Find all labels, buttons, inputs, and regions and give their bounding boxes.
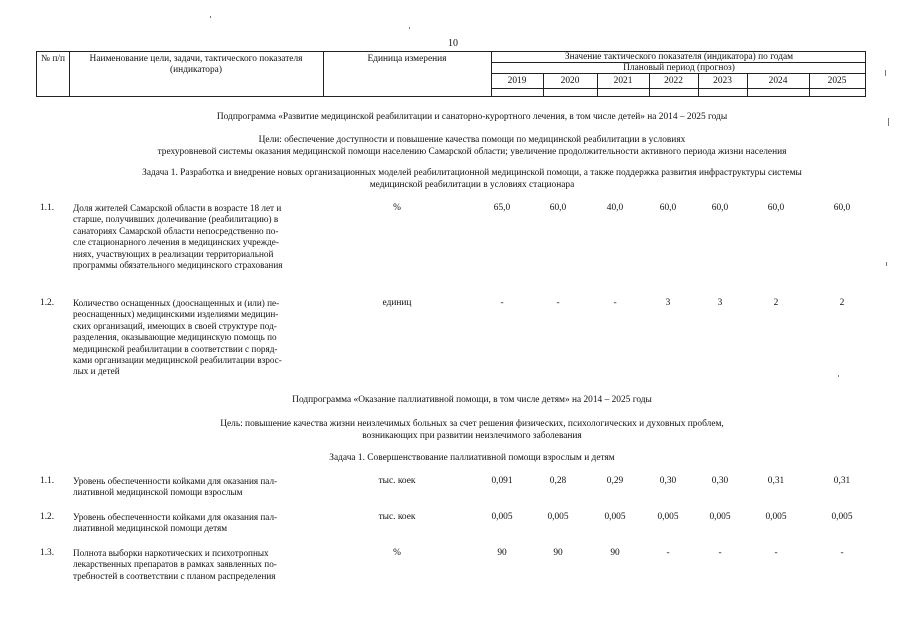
value-cell: 0,091	[491, 476, 513, 486]
header-year: 2024	[768, 76, 788, 86]
value-cell: 0,29	[606, 476, 624, 486]
value-cell: 2	[839, 298, 845, 308]
table-header	[36, 51, 866, 97]
row-number: 1.2.	[40, 298, 55, 308]
goal-text: возникающих при развитии неизлечимого заболевания	[362, 431, 582, 441]
subprogram-title: Подпрограмма «Развитие медицинской реабилитации и санаторно-курортного лечения, в том числе детей» на 2014 – 2025 годы	[216, 112, 728, 122]
value-cell: 0,30	[711, 476, 729, 486]
header-year: 2023	[713, 76, 732, 86]
header-year: 2021	[613, 76, 633, 86]
value-cell: 3	[717, 298, 723, 308]
indicator-name: Уровень обеспеченности койками для оказания пал- лиативной медицинской помощи детям	[73, 512, 278, 534]
header-year: 2020	[560, 76, 580, 86]
header-year: 2025	[827, 76, 847, 86]
value-cell: 0,30	[659, 476, 677, 486]
header-year: 2019	[507, 76, 527, 86]
value-cell: 90	[553, 548, 563, 558]
value-cell: 0,005	[657, 512, 679, 522]
header-planned-period: Плановый период (прогноз)	[623, 63, 735, 73]
unit: единиц	[382, 298, 412, 308]
unit: тыс. коек	[378, 476, 416, 486]
value-cell: 0,28	[549, 476, 567, 486]
scan-speck	[885, 70, 886, 76]
header-col-unit: Единица измерения	[367, 54, 447, 64]
value-cell: 65,0	[493, 203, 511, 213]
value-cell: 90	[610, 548, 620, 558]
header-divider	[323, 52, 324, 96]
task-text: медицинской реабилитации в условиях стационара	[369, 180, 575, 190]
value-cell: -	[613, 298, 617, 308]
value-cell: 60,0	[833, 203, 851, 213]
header-col-number: № п/п	[41, 54, 65, 64]
scan-speck	[409, 27, 410, 29]
value-cell: 0,005	[709, 512, 731, 522]
header-col-name: Наименование цели, задачи, тактического показателя (индикатора)	[89, 54, 303, 75]
value-cell: 90	[497, 548, 507, 558]
task-text: Задача 1. Совершенствование паллиативной помощи взрослым и детям	[329, 453, 615, 463]
header-divider	[491, 52, 492, 96]
value-cell: 60,0	[767, 203, 785, 213]
value-cell: -	[500, 298, 504, 308]
header-col-values: Значение тактического показателя (индикатора) по годам	[564, 52, 794, 62]
unit: %	[393, 548, 401, 558]
value-cell: 0,005	[831, 512, 853, 522]
value-cell: 60,0	[711, 203, 729, 213]
goal-text: Цель: повышение качества жизни неизлечимых больных за счет решения физических, психологических и духовных проблем,	[220, 419, 724, 429]
indicator-name: Доля жителей Самарской области в возрасте 18 лет и старше, получивших долечивание (реабилитацию) в санаториях Самарской области непосредственно по- сле стационарного лечения в медицинских учрежде- ниях, участвующих в реализации территориальной программы обязательного медицинского страхования	[73, 203, 283, 271]
value-cell: 40,0	[606, 203, 624, 213]
value-cell: 3	[665, 298, 671, 308]
indicator-name: Полнота выборки наркотических и психотропных лекарственных препаратов в рамках заявленных по- требностей в соответствии с планом распределения	[73, 548, 277, 581]
page-number: 10	[448, 38, 458, 49]
value-cell: 0,31	[833, 476, 851, 486]
value-cell: -	[556, 298, 560, 308]
indicator-name: Количество оснащенных (дооснащенных и (или) пе- реоснащенных) медицинскими изделиями медицин- ских организаций, имеющих в своей структуре под- разделения, оказывающие медицинскую помощь по медицинской реабилитации в соответствии с поряд- ками организации медицинской реабилитации взрос- лых и детей	[73, 298, 282, 377]
row-number: 1.1.	[40, 476, 55, 486]
value-cell: -	[774, 548, 778, 558]
goal-text: трехуровневой системы оказания медицинской помощи населению Самарской области; увеличение продолжительности активного периода жизни населения	[157, 147, 787, 157]
row-number: 1.2.	[40, 512, 55, 522]
value-cell: 0,005	[765, 512, 787, 522]
task-text: Задача 1. Разработка и внедрение новых организационных моделей реабилитационной медицинской помощи, а также поддержка развития инфраструктуры системы	[142, 168, 802, 178]
row-number: 1.1.	[40, 203, 55, 213]
value-cell: -	[840, 548, 844, 558]
value-cell: 60,0	[659, 203, 677, 213]
indicator-name: Уровень обеспеченности койками для оказания пал- лиативной медицинской помощи взрослым	[73, 476, 278, 498]
value-cell: -	[718, 548, 722, 558]
unit: тыс. коек	[378, 512, 416, 522]
value-cell: 0,005	[491, 512, 513, 522]
value-cell: 0,31	[767, 476, 785, 486]
subprogram-title: Подпрограмма «Оказание паллиативной помощи, в том числе детям» на 2014 – 2025 годы	[292, 395, 652, 405]
header-divider	[69, 52, 70, 96]
value-cell: -	[666, 548, 670, 558]
goal-text: Цели: обеспечение доступности и повышение качества помощи по медицинской реабилитации в условиях	[258, 135, 686, 145]
row-number: 1.3.	[40, 548, 55, 558]
scan-speck	[838, 375, 839, 377]
scan-speck	[886, 262, 887, 266]
unit: %	[393, 203, 401, 213]
value-cell: 60,0	[549, 203, 567, 213]
value-cell: 0,005	[547, 512, 569, 522]
header-year: 2022	[664, 76, 683, 86]
scan-speck	[888, 118, 889, 126]
value-cell: 2	[773, 298, 779, 308]
value-cell: 0,005	[604, 512, 626, 522]
scan-speck	[210, 16, 211, 18]
